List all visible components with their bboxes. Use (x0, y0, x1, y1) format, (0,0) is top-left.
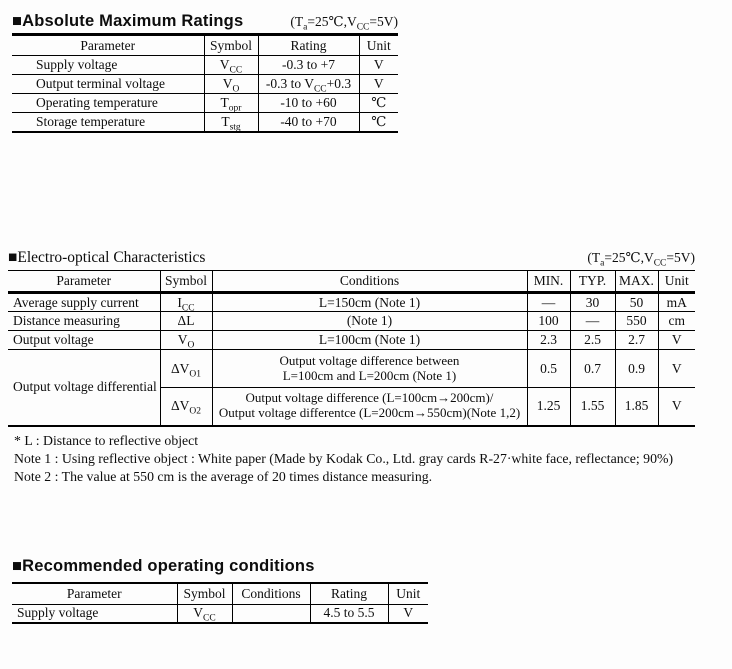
cell-min: 1.25 (527, 388, 570, 426)
col-header-parameter: Parameter (66, 585, 122, 601)
cell-typ: 0.7 (570, 350, 615, 388)
cell-max: 1.85 (615, 388, 658, 426)
cell-max: 2.7 (615, 331, 658, 350)
cell-symbol (160, 350, 212, 388)
cell-max: 0.9 (615, 350, 658, 388)
cell-unit: V (388, 604, 428, 623)
table-row (8, 293, 695, 312)
cell-symbol (160, 331, 212, 350)
cond-subscript: a (303, 22, 308, 33)
section-title: ■Recommended operating conditions (12, 557, 315, 575)
cell-parameter: Storage temperature (36, 113, 146, 129)
symbol-subscript: O (232, 84, 240, 94)
cond-subscript: a (600, 258, 605, 269)
symbol-base: ΔL (177, 313, 195, 329)
symbol-subscript: CC (181, 303, 195, 312)
symbol-base: T (220, 95, 229, 111)
footnotes (14, 432, 726, 486)
cell-symbol (160, 312, 212, 331)
cell-unit: V (359, 75, 398, 94)
table-row (12, 75, 398, 94)
symbol-base: V (219, 57, 230, 73)
rating-text: +0.3 (326, 76, 352, 92)
cond-text: =25℃,V (604, 250, 654, 265)
symbol-subscript: CC (203, 614, 216, 623)
symbol-base: V (177, 332, 188, 348)
col-header-symbol: Symbol (160, 271, 212, 293)
test-condition-note (587, 250, 695, 267)
col-header-conditions: Conditions (212, 271, 527, 293)
cell-symbol (204, 113, 258, 132)
col-header-rating: Rating (310, 583, 388, 604)
cell-typ: 2.5 (570, 331, 615, 350)
absolute-maximum-ratings-table (12, 33, 398, 133)
cell-conditions: (Note 1) (212, 312, 527, 331)
cell-min: — (527, 293, 570, 312)
cond-text: (T (290, 14, 304, 29)
col-header-unit: Unit (388, 583, 428, 604)
col-header-unit: Unit (359, 35, 398, 56)
col-header-conditions: Conditions (232, 583, 310, 604)
cond-text: =5V) (666, 250, 695, 265)
table-row (8, 312, 695, 331)
cell-unit: ℃ (359, 94, 398, 113)
cell-conditions (232, 604, 310, 623)
symbol-subscript: stg (229, 122, 241, 132)
cell-rating: 4.5 to 5.5 (310, 604, 388, 623)
cell-symbol (160, 293, 212, 312)
cell-conditions: L=100cm (Note 1) (212, 331, 527, 350)
cond-subscript: CC (653, 258, 667, 269)
absolute-maximum-ratings-section (12, 12, 398, 133)
cell-conditions: L=150cm (Note 1) (212, 293, 527, 312)
symbol-subscript: CC (229, 65, 243, 75)
table-row (12, 604, 428, 623)
cell-parameter: Output terminal voltage (36, 76, 165, 92)
table-header-row (12, 583, 428, 604)
symbol-base: I (177, 294, 182, 310)
col-header-max: MAX. (615, 271, 658, 293)
col-header-min: MIN. (527, 271, 570, 293)
conditions-line: Output voltage differentce (L=200cm→550cm)(Note 1,2) (218, 405, 521, 421)
cell-symbol (177, 604, 232, 623)
cell-symbol (204, 94, 258, 113)
cond-text: =25℃,V (307, 14, 357, 29)
electro-optical-characteristics-table (8, 270, 695, 427)
cell-symbol (160, 388, 212, 426)
cell-parameter: Distance measuring (13, 313, 120, 329)
cell-conditions (212, 350, 527, 388)
symbol-base: T (221, 113, 230, 129)
cell-unit: V (658, 350, 695, 388)
footnote-note2: Note 2 : The value at 550 cm is the average of 20 times distance measuring. (14, 469, 433, 484)
col-header-parameter: Parameter (80, 37, 136, 53)
recommended-operating-conditions-table (12, 582, 428, 624)
cell-rating (258, 75, 359, 94)
cond-subscript: CC (356, 22, 370, 33)
cond-text: (T (587, 250, 601, 265)
table-header-row (12, 35, 398, 56)
cell-unit: V (658, 388, 695, 426)
rating-subscript: CC (313, 84, 327, 94)
table-header-row (8, 271, 695, 293)
footnote-note1: Note 1 : Using reflective object : White paper (Made by Kodak Co., Ltd. gray cards R-27·white face, reflectance; 90%) (14, 451, 674, 466)
cell-parameter: Operating temperature (36, 95, 158, 111)
cell-parameter: Output voltage differential (13, 379, 157, 395)
cell-unit: V (359, 56, 398, 75)
cell-unit: cm (658, 312, 695, 331)
section-header (12, 557, 428, 576)
cell-symbol (204, 75, 258, 94)
table-row (12, 113, 398, 132)
cell-max: 550 (615, 312, 658, 331)
section-title: ■Absolute Maximum Ratings (12, 12, 244, 30)
cell-unit: V (658, 331, 695, 350)
table-row (8, 331, 695, 350)
section-header (12, 12, 398, 31)
col-header-typ: TYP. (570, 271, 615, 293)
col-header-rating: Rating (258, 35, 359, 56)
symbol-base: V (193, 605, 204, 621)
cell-typ: 1.55 (570, 388, 615, 426)
symbol-base: ΔV (170, 360, 190, 376)
symbol-subscript: opr (228, 103, 242, 113)
footnote-distance-definition: * L : Distance to reflective object (14, 433, 199, 448)
section-header (8, 249, 695, 267)
cell-typ: 30 (570, 293, 615, 312)
symbol-subscript: O1 (189, 369, 202, 380)
cell-conditions (212, 388, 527, 426)
col-header-symbol: Symbol (204, 35, 258, 56)
symbol-base: V (222, 76, 233, 92)
col-header-symbol: Symbol (177, 583, 232, 604)
cell-symbol (204, 56, 258, 75)
table-row (12, 56, 398, 75)
symbol-subscript: O (187, 340, 195, 350)
cell-min: 100 (527, 312, 570, 331)
cell-rating: -0.3 to +7 (258, 56, 359, 75)
cell-parameter: Supply voltage (17, 605, 99, 621)
conditions-line: Output voltage difference (L=100cm→200cm)/ (245, 390, 494, 406)
conditions-line: Output voltage difference between (279, 352, 460, 368)
cell-min: 2.3 (527, 331, 570, 350)
electro-optical-characteristics-section (8, 249, 695, 427)
cell-parameter: Supply voltage (36, 57, 118, 73)
section-title: ■Electro-optical Characteristics (8, 249, 206, 266)
symbol-base: ΔV (170, 398, 190, 414)
cell-unit: mA (658, 293, 695, 312)
cell-parameter: Average supply current (13, 294, 139, 310)
conditions-line: L=100cm and L=200cm (Note 1) (282, 367, 457, 383)
cond-text: =5V) (369, 14, 398, 29)
col-header-unit: Unit (658, 271, 695, 293)
recommended-operating-conditions-section (12, 557, 428, 624)
test-condition-note (290, 14, 398, 31)
cell-max: 50 (615, 293, 658, 312)
symbol-subscript: O2 (189, 407, 202, 418)
col-header-parameter: Parameter (56, 273, 112, 289)
cell-min: 0.5 (527, 350, 570, 388)
cell-typ: — (570, 312, 615, 331)
cell-parameter: Output voltage (13, 332, 94, 348)
table-row (8, 350, 695, 388)
cell-unit: ℃ (359, 113, 398, 132)
cell-rating: -40 to +70 (258, 113, 359, 132)
rating-text: -0.3 to V (265, 76, 314, 92)
cell-rating: -10 to +60 (258, 94, 359, 113)
table-row (12, 94, 398, 113)
